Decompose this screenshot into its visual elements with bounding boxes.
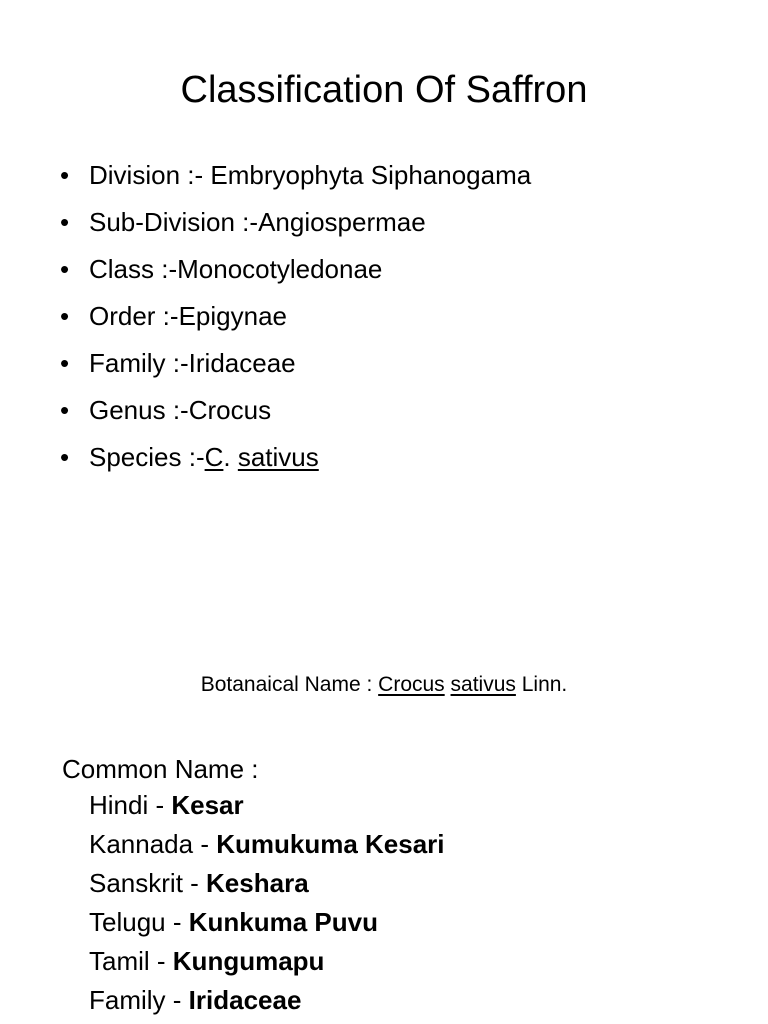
- common-name-language: Sanskrit -: [89, 868, 207, 898]
- botanical-genus: Crocus: [378, 673, 445, 696]
- common-name-language: Tamil -: [89, 946, 173, 976]
- common-name-value: Keshara: [206, 868, 309, 898]
- classification-label: Division :-: [89, 160, 211, 190]
- common-name-hindi: [89, 786, 722, 825]
- common-name-language: Hindi -: [89, 790, 172, 820]
- classification-label: Sub-Division :-: [89, 207, 259, 237]
- botanical-authority: Linn.: [515, 673, 568, 696]
- common-name-kannada: [89, 825, 722, 864]
- botanical-label: Botanaical Name :: [200, 673, 379, 696]
- common-name-family: [89, 981, 722, 1020]
- common-name-tamil: [89, 942, 722, 981]
- classification-item-class: [60, 246, 531, 293]
- common-name-value: Kungumapu: [172, 946, 325, 976]
- common-name-value: Kumukuma Kesari: [216, 829, 445, 859]
- botanical-species: sativus: [450, 673, 516, 696]
- species-label: Species :-: [89, 442, 205, 472]
- species-epithet: sativus: [237, 442, 319, 472]
- classification-list: [60, 152, 531, 481]
- classification-item-order: [60, 293, 531, 340]
- common-name-value: Kunkuma Puvu: [188, 907, 378, 937]
- classification-label: Order :-: [89, 301, 179, 331]
- classification-item-sub-division: [60, 199, 531, 246]
- classification-item-genus: [60, 387, 531, 434]
- page-title: Classification Of Saffron: [180, 69, 588, 111]
- classification-value: Iridaceae: [188, 348, 296, 378]
- botanical-name: [0, 671, 768, 699]
- common-names-list: [62, 786, 722, 1020]
- classification-value: Embryophyta Siphanogama: [210, 160, 532, 190]
- classification-label: Class :-: [89, 254, 178, 284]
- common-name-sanskrit: [89, 864, 722, 903]
- common-name-value: Iridaceae: [188, 985, 302, 1015]
- classification-item-family: [60, 340, 531, 387]
- common-name-language: Kannada -: [89, 829, 217, 859]
- classification-value: Epigynae: [178, 301, 287, 331]
- classification-item-division: [60, 152, 531, 199]
- classification-item-species: [60, 434, 531, 481]
- common-name-language: Family -: [89, 985, 189, 1015]
- classification-label: Family :-: [89, 348, 189, 378]
- species-genus-abbr: C: [204, 442, 224, 472]
- common-name-telugu: [89, 903, 722, 942]
- species-separator: .: [223, 442, 238, 472]
- common-name-value: Kesar: [171, 790, 244, 820]
- common-names-section: [62, 752, 722, 1020]
- classification-value: Monocotyledonae: [177, 254, 383, 284]
- common-name-language: Telugu -: [89, 907, 189, 937]
- common-names-heading: Common Name :: [62, 754, 259, 784]
- classification-label: Genus :-: [89, 395, 189, 425]
- classification-value: Angiospermae: [258, 207, 426, 237]
- classification-value: Crocus: [188, 395, 272, 425]
